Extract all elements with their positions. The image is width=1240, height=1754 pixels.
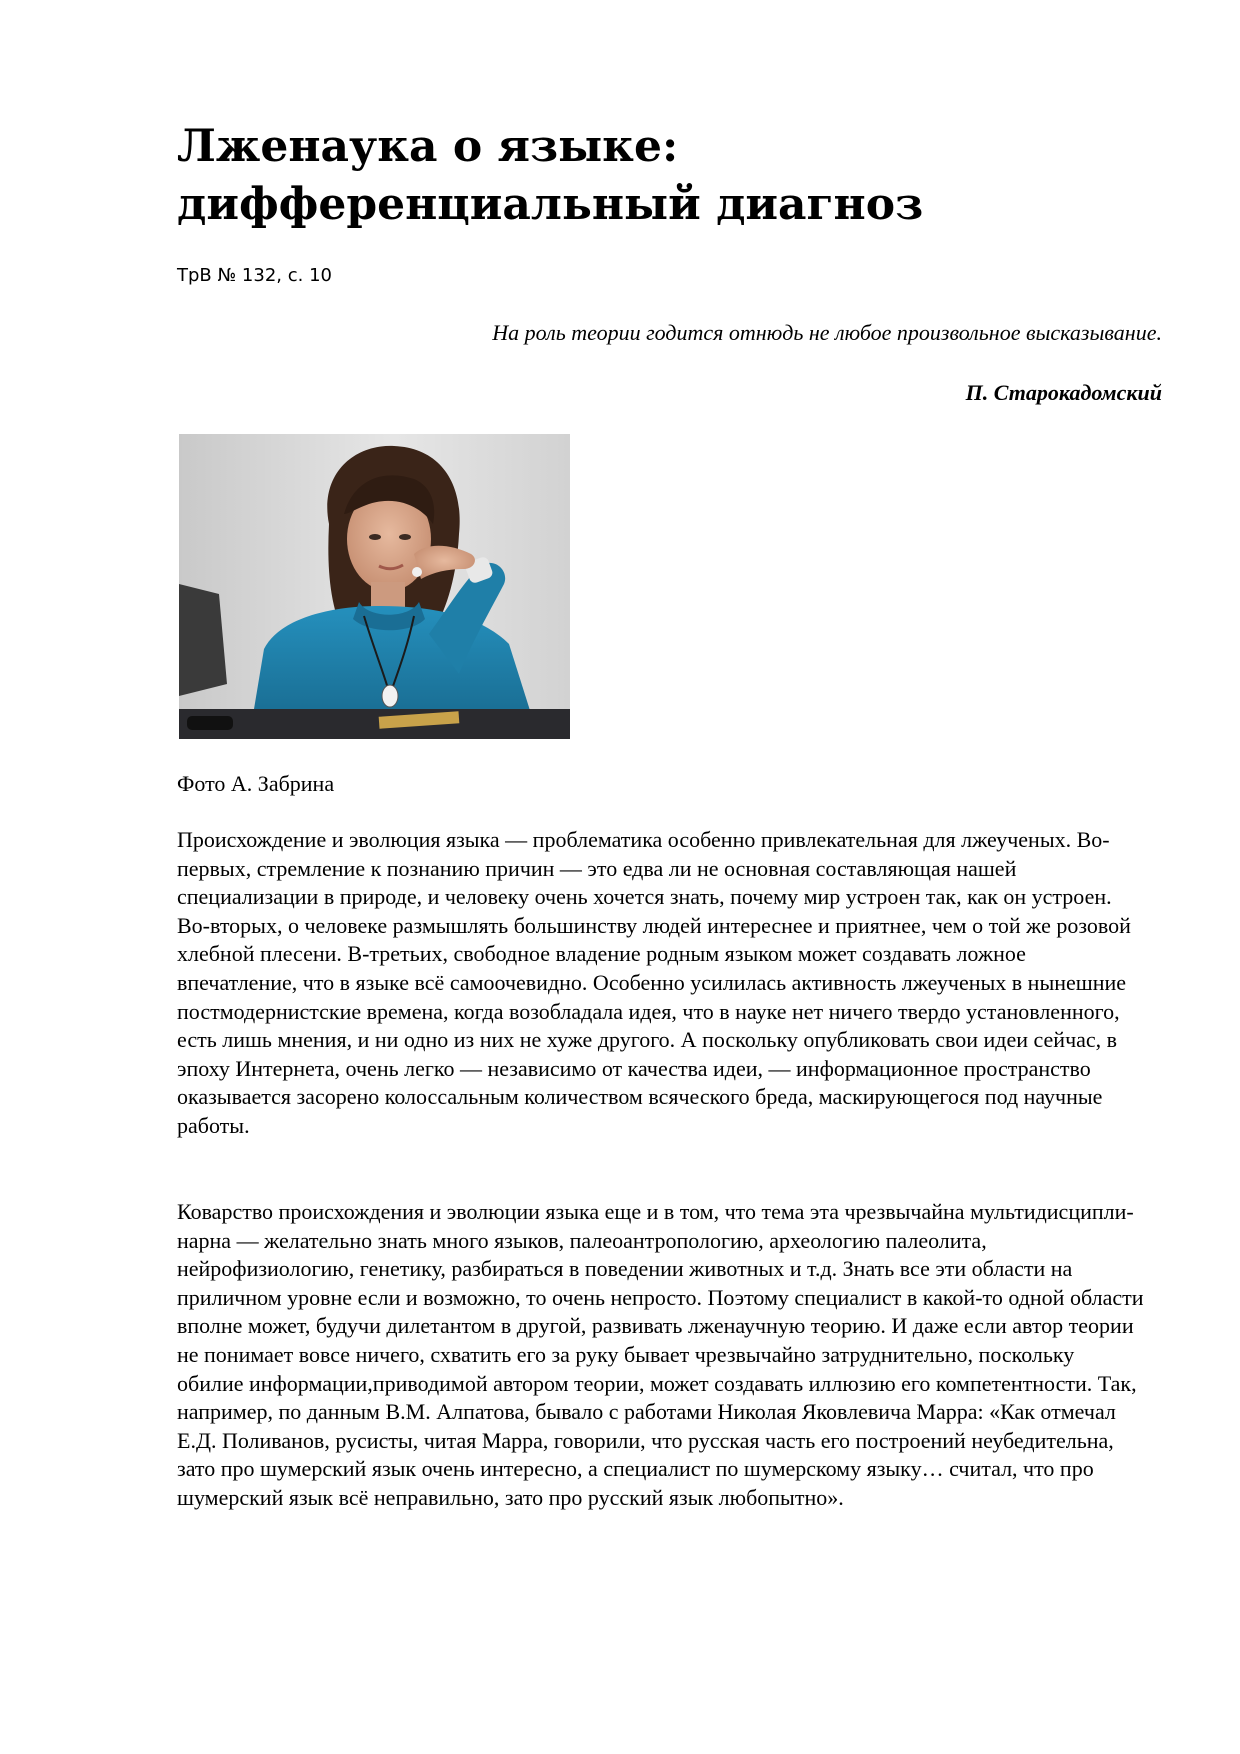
portrait-illustration [179,434,570,739]
table [179,709,570,739]
photo-caption: Фото А. Забрина [177,771,335,796]
epigraph-quote: На роль теории годится отнюдь не любое произвольное высказывание. [492,320,1162,345]
article-source: ТрВ № 132, с. 10 [177,265,332,286]
article-paragraph: Происхождение и эволюция языка — проблематика особенно привлекательная для лжеученых. Во-первых, стремление к познанию причин — это едва ли не основная составляющая нашей специализации в природе, и человеку очень хочется знать, почему мир устроен так, как он устроен. Во-вторых, о человеке размышлять большинству людей интереснее и приятнее, чем о той же розовой хлебной плесени. В-третьих, свободное владение родным языком может создавать ложное впечатление, что в языке всё самоочевидно. Особенно усилилась активность лжеученых в нынешние постмодернистские времена, когда возобладала идея, что в науке нет ничего твердо установленного, есть лишь мнения, и ни одно из них не хуже другого. А поскольку опубликовать свои идеи сейчас, в эпоху Интернета, очень легко — независимо от качества идеи, — информационное пространство оказывается засорено колоссальным количеством всяческого бреда, маскирующегося под научные работы. [177,827,1131,1138]
portrait-photo [179,434,570,739]
article-title: Лженаука о языке: дифференциальный диагноз [177,121,924,230]
article-paragraph: Коварство происхождения и эволюции языка еще и в том, что тема эта чрезвычайна мультидисципли-нарна — желательно знать много языков, палеоантропологию, археологию палеолита, нейрофизиологию, генетику, разбираться в поведении животных и т.д. Знать все эти области на приличном уровне если и возможно, то очень непросто. Поэтому специалист в какой-то одной области вполне может, будучи дилетантом в другой, развивать лженаучную теорию. И даже если автор теории не понимает вовсе ничего, схватить его за руку бывает чрезвычайно затруднительно, поскольку обилие информации,приводимой автором теории, может создавать иллюзию его компетентности. Так, например, по данным В.М. Алпатова, бывало с работами Николая Яковлевича Марра: «Как отмечал Е.Д. Поливанов, русисты, читая Марра, говорили, что русская часть его построений неубедительна, зато про шумерский язык очень интересно, а специалист по шумерскому языку… считал, что про шумерский язык всё неправильно, зато про русский язык любопытно». [177,1199,1144,1510]
epigraph-author: П. Старокадомский [965,380,1162,405]
